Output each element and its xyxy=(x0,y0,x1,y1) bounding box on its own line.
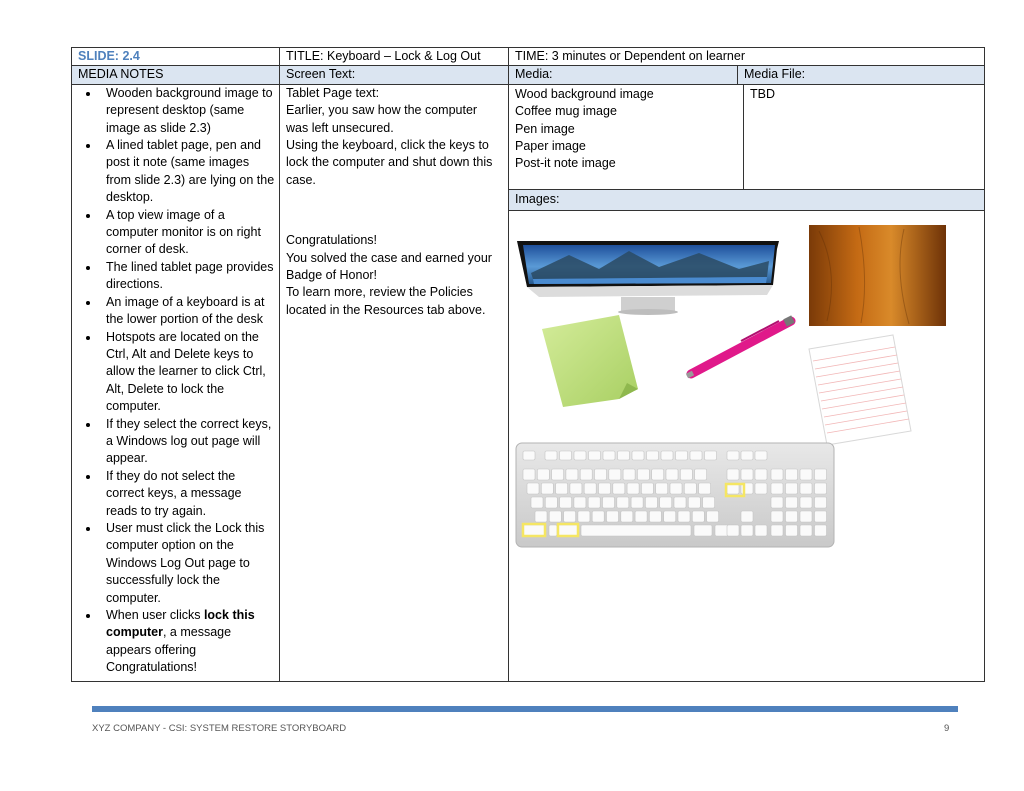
keyboard-key xyxy=(523,469,535,480)
keyboard-key xyxy=(727,451,739,460)
keyboard-key xyxy=(641,483,653,494)
media-notes-cell xyxy=(72,84,280,681)
keyboard-key xyxy=(632,451,644,460)
keyboard-key xyxy=(815,483,827,494)
keyboard-key xyxy=(631,497,643,508)
storyboard-table xyxy=(71,47,985,682)
list-item: Post-it note image xyxy=(515,156,616,171)
images-area xyxy=(509,211,984,681)
keyboard-key xyxy=(623,469,635,480)
keyboard-key xyxy=(621,511,633,522)
keyboard-key xyxy=(771,469,783,480)
images-heading: Images: xyxy=(509,189,984,211)
wood-background-image xyxy=(809,225,946,326)
keyboard-key xyxy=(581,525,691,536)
media-cell xyxy=(509,84,985,681)
keyboard-key xyxy=(727,525,739,536)
keyboard-key xyxy=(786,497,798,508)
keyboard-key xyxy=(727,469,739,480)
keyboard-key xyxy=(661,451,673,460)
note-bold-text: lock this computer xyxy=(106,608,255,640)
keyboard-key xyxy=(570,483,582,494)
keyboard-key xyxy=(800,511,812,522)
keyboard-key xyxy=(800,483,812,494)
media-block xyxy=(509,85,984,189)
keyboard-key xyxy=(549,525,557,536)
media-heading: Media: xyxy=(509,66,738,84)
keyboard-key xyxy=(664,511,676,522)
tablet-paragraph: Congratulations! xyxy=(286,233,378,248)
keyboard-key xyxy=(607,511,619,522)
keyboard-key xyxy=(786,525,798,536)
keyboard-key xyxy=(584,483,596,494)
keyboard-key xyxy=(574,451,586,460)
list-item: Pen image xyxy=(515,121,575,136)
keyboard-key xyxy=(535,511,547,522)
list-item: Paper image xyxy=(515,139,586,154)
keyboard-key xyxy=(523,451,535,460)
keyboard-key xyxy=(599,483,611,494)
tablet-paragraph: You solved the case and earned your Badge of Honor! xyxy=(286,250,492,283)
keyboard-key xyxy=(694,525,712,536)
keyboard-key xyxy=(656,483,668,494)
keyboard-key xyxy=(815,525,827,536)
post-it-note-image xyxy=(542,315,638,407)
keyboard-key xyxy=(649,511,661,522)
keyboard-key xyxy=(578,511,590,522)
keyboard-key xyxy=(566,469,578,480)
keyboard-key xyxy=(692,511,704,522)
page-number: 9 xyxy=(944,723,950,734)
keyboard-key xyxy=(786,483,798,494)
keyboard-key xyxy=(527,483,539,494)
keyboard-key xyxy=(588,497,600,508)
list-item: • A lined tablet page, pen and post it note (same images from slide 2.3) are lying on the desktop. xyxy=(100,137,275,207)
tablet-paragraph: Earlier, you saw how the computer was left unsecured. xyxy=(286,103,478,135)
notes-list xyxy=(76,85,275,677)
keyboard-key xyxy=(755,483,767,494)
note-text: , a message appears offering Congratulations! xyxy=(106,625,232,675)
slide-title: TITLE: Keyboard – Lock & Log Out xyxy=(280,48,509,66)
keyboard-key xyxy=(645,497,657,508)
keyboard-key xyxy=(674,497,686,508)
list-item: • User must click the Lock this computer option on the Windows Log Out page to successfully lock the computer. xyxy=(100,520,275,607)
keyboard-key xyxy=(815,497,827,508)
header-row xyxy=(72,48,985,66)
keyboard-key xyxy=(537,469,549,480)
tablet-paragraph: Using the keyboard, click the keys to lock the computer and shut down this case. xyxy=(286,138,493,187)
keyboard-key xyxy=(589,451,601,460)
keyboard-key xyxy=(549,511,561,522)
paper-image xyxy=(809,335,911,445)
list-item: • If they do not select the correct keys, a message reads to try again. xyxy=(100,468,275,520)
list-item: • An image of a keyboard is at the lower portion of the desk xyxy=(100,294,275,329)
keyboard-key xyxy=(695,469,707,480)
keyboard-key xyxy=(531,497,543,508)
list-item: Wood background image xyxy=(515,86,654,101)
keyboard-key xyxy=(800,497,812,508)
keyboard-key xyxy=(755,451,767,460)
keyboard-key xyxy=(652,469,664,480)
keyboard-key xyxy=(741,511,753,522)
keyboard-key xyxy=(556,483,568,494)
keyboard-key xyxy=(558,525,578,536)
keyboard-key xyxy=(647,451,659,460)
screen-text-cell xyxy=(280,84,509,681)
keyboard-key xyxy=(541,483,553,494)
keyboard-key xyxy=(771,525,783,536)
keyboard-key xyxy=(705,451,717,460)
list-item: • A top view image of a computer monitor is on right corner of desk. xyxy=(100,207,275,259)
keyboard-key xyxy=(703,497,715,508)
keyboard-key xyxy=(815,511,827,522)
keyboard-key xyxy=(635,511,647,522)
footer-bar xyxy=(92,706,958,712)
keyboard-key xyxy=(603,451,615,460)
footer-company: XYZ COMPANY - CSI: SYSTEM RESTORE STORYBOARD xyxy=(92,723,347,734)
keyboard-key xyxy=(786,469,798,480)
list-item: • If they select the correct keys, a Windows log out page will appear. xyxy=(100,416,275,468)
content-row xyxy=(72,84,985,681)
keyboard-key xyxy=(741,525,753,536)
keyboard-key xyxy=(800,469,812,480)
keyboard-key xyxy=(684,483,696,494)
keyboard-key xyxy=(637,469,649,480)
keyboard-key xyxy=(741,451,753,460)
keyboard-key xyxy=(688,497,700,508)
keyboard-key xyxy=(560,497,572,508)
keyboard-key xyxy=(800,525,812,536)
keyboard-key xyxy=(613,483,625,494)
keyboard-key xyxy=(617,497,629,508)
keyboard-key xyxy=(786,511,798,522)
keyboard-key xyxy=(580,469,592,480)
keyboard-key xyxy=(755,469,767,480)
keyboard-key xyxy=(660,497,672,508)
keyboard-image xyxy=(516,443,834,547)
keyboard-key xyxy=(592,511,604,522)
media-list xyxy=(509,85,744,189)
tablet-paragraph: To learn more, review the Policies located in the Resources tab above. xyxy=(286,285,486,317)
keyboard-key xyxy=(523,525,545,536)
keyboard-key xyxy=(815,469,827,480)
keyboard-key xyxy=(545,451,557,460)
tablet-text-label: Tablet Page text: xyxy=(286,85,380,100)
list-item: Coffee mug image xyxy=(515,104,617,119)
list-item: • The lined tablet page provides directions. xyxy=(100,259,275,294)
slide-number: SLIDE: 2.4 xyxy=(72,48,280,66)
keyboard-key xyxy=(699,483,711,494)
slide-time: TIME: 3 minutes or Dependent on learner xyxy=(509,48,985,66)
note-text: When user clicks xyxy=(106,608,204,622)
list-item: • Wooden background image to represent desktop (same image as slide 2.3) xyxy=(100,85,275,137)
keyboard-key xyxy=(670,483,682,494)
keyboard-key xyxy=(676,451,688,460)
keyboard-key xyxy=(609,469,621,480)
media-file-heading: Media File: xyxy=(738,66,985,84)
list-item: • Hotspots are located on the Ctrl, Alt and Delete keys to allow the learner to click Ctrl, Alt, Delete to lock the computer. xyxy=(100,329,275,416)
keyboard-key xyxy=(771,497,783,508)
keyboard-key xyxy=(707,511,719,522)
keyboard-key xyxy=(755,525,767,536)
keyboard-key xyxy=(678,511,690,522)
keyboard-key xyxy=(560,451,572,460)
keyboard-key xyxy=(627,483,639,494)
keyboard-key xyxy=(771,483,783,494)
pen-image xyxy=(687,319,793,376)
subheader-row xyxy=(72,66,985,84)
images-illustration xyxy=(509,211,983,681)
keyboard-key xyxy=(595,469,607,480)
media-file-value: TBD xyxy=(750,86,775,101)
keyboard-key xyxy=(552,469,564,480)
keyboard-key xyxy=(545,497,557,508)
keyboard-key xyxy=(680,469,692,480)
keyboard-key xyxy=(666,469,678,480)
monitor-image xyxy=(517,241,779,315)
keyboard-key xyxy=(618,451,630,460)
keyboard-key xyxy=(771,511,783,522)
keyboard-key xyxy=(574,497,586,508)
list-item xyxy=(100,607,275,677)
keyboard-key xyxy=(741,469,753,480)
keyboard-key xyxy=(603,497,615,508)
keyboard-key xyxy=(690,451,702,460)
media-notes-heading: MEDIA NOTES xyxy=(72,66,280,84)
screen-text-heading: Screen Text: xyxy=(280,66,509,84)
keyboard-key xyxy=(564,511,576,522)
